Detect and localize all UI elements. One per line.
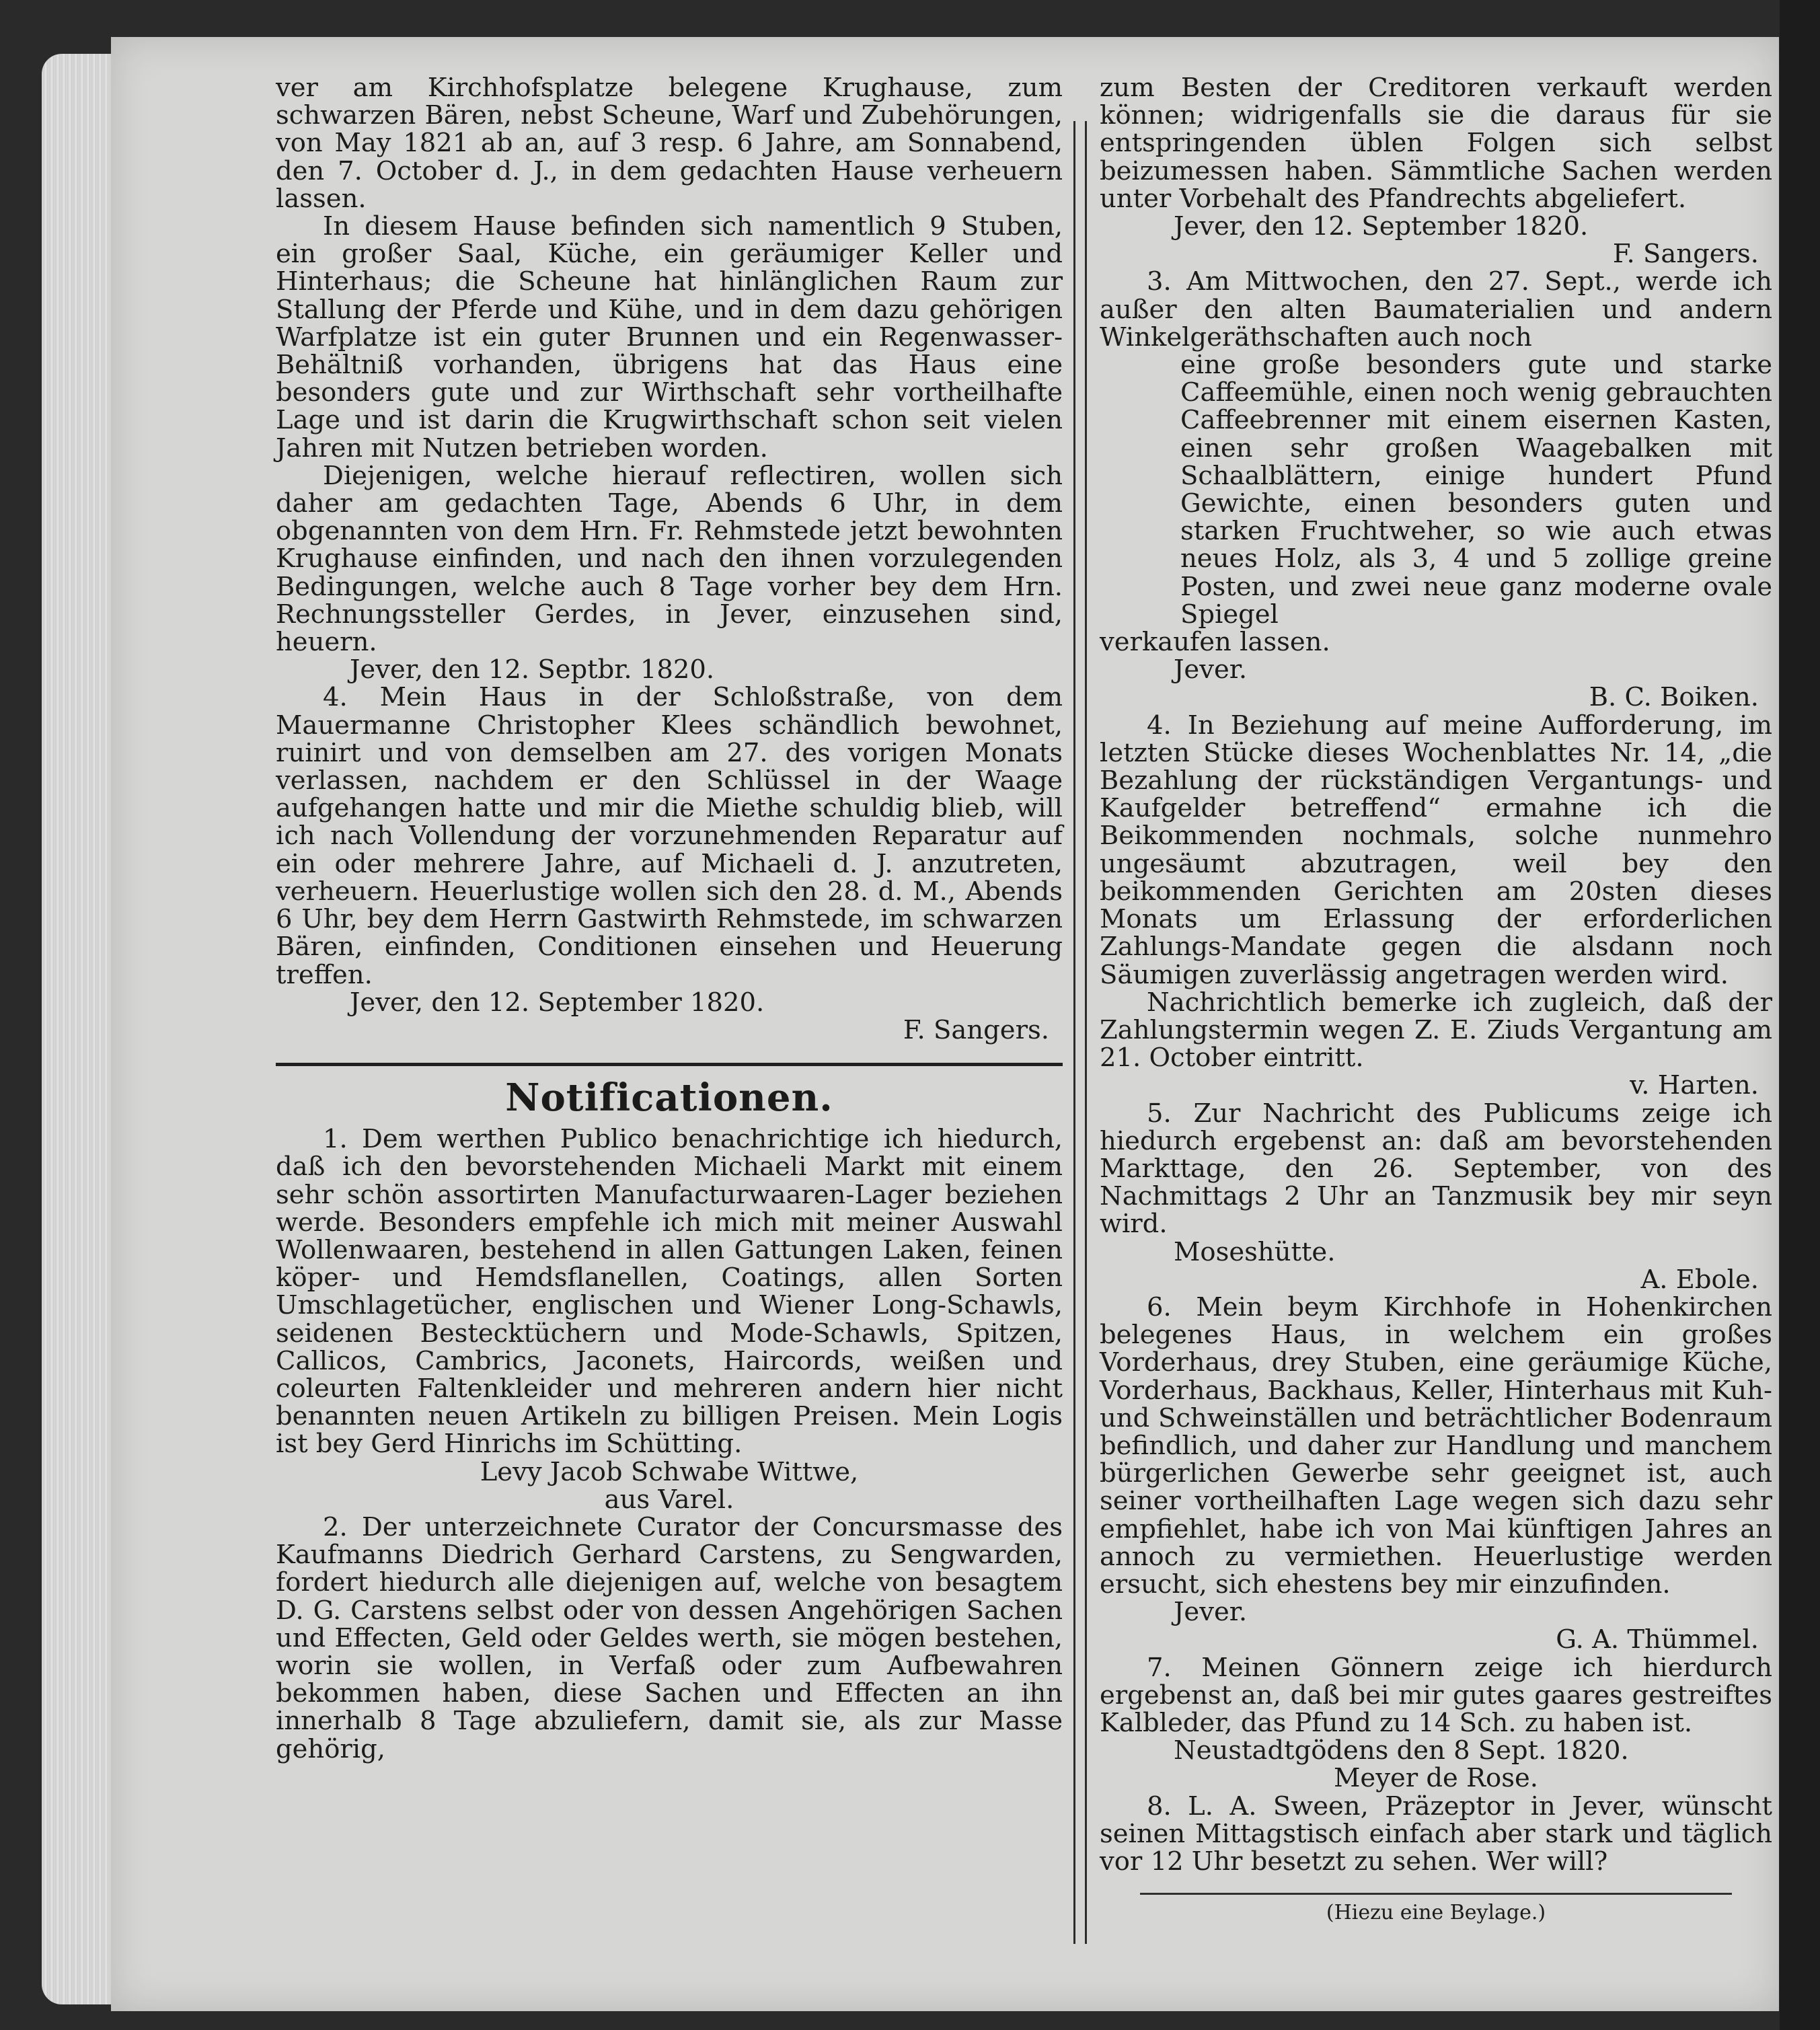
paragraph: zum Besten der Creditoren verkauft werden können; widrigenfalls sie die daraus für sie entspringenden üblen Folgen sich selbst beizumessen haben. Sämmtliche Sachen werden unter Vorbehalt des Pfandrechts abgeliefert. [1100, 73, 1772, 214]
paragraph: verkaufen lassen. [1100, 627, 1330, 658]
signature: A. Ebole. [1640, 1264, 1759, 1295]
right-column [1100, 74, 1772, 1926]
signature: G. A. Thümmel. [1556, 1624, 1759, 1655]
paragraph: 2. Der unterzeichnete Curator der Concursmasse des Kaufmanns Diedrich Gerhard Carstens, zu Sengwarden, fordert hiedurch alle diejenigen auf, welche von besagtem D. G. Carstens selbst oder von dessen Angehörigen Sachen und Effecten, Geld oder Geldes werth, sie mögen bestehen, worin sie wollen, in Verfaß oder zum Aufbewahren bekommen haben, diese Sachen und Effecten an ihn innerhalb 8 Tage abzuliefern, damit sie, als zur Masse gehörig, [276, 1511, 1063, 1764]
signature: v. Harten. [1630, 1070, 1759, 1101]
paragraph: 7. Meinen Gönnern zeige ich hierdurch ergebenst an, daß bei mir gutes gaares gestreiftes Kalbleder, das Pfund zu 14 Sch. zu haben ist. [1100, 1652, 1772, 1738]
paragraph: 1. Dem werthen Publico benachrichtige ich hiedurch, daß ich den bevorstehenden Michaeli Markt mit einem sehr schön assortirten Manufacturwaaren-Lager beziehen werde. Besonders empfehle ich mich mit meiner Auswahl Wollenwaaren, bestehend in allen Gattungen Laken, feinen köper- und Hemdsflanellen, Coatings, allen Sorten Umschlagetücher, englischen und Wiener Long-Schawls, seidenen Bestecktüchern und Mode-Schawls, Spitzen, Callicos, Cambrics, Jaconets, Haircords, weißen und coleurten Faltenkleider und mehreren andern hier nicht benannten neuen Artikeln zu billigen Preisen. Mein Logis ist bey Gerd Hinrichs im Schütting. [276, 1124, 1063, 1460]
signature: Meyer de Rose. [1334, 1763, 1538, 1794]
end-rule [1140, 1893, 1732, 1895]
item-list: eine große besonders gute und starke Caffeemühle, einen noch wenig gebrauchten Caffeebrenner mit einem eisernen Kasten, einen sehr großen Waagebalken mit Schaalblättern, einige hundert Pfund Gewichte, einen besonders guten und starken Fruchtweher, so wie auch etwas neues Holz, als 3, 4 und 5 zollige greine Posten, und zwei neue ganz moderne ovale Spiegel [1180, 350, 1772, 630]
paragraph: ver am Kirchhofsplatze belegene Krughause, zum schwarzen Bären, nebst Scheune, Warf und Zubehörungen, von May 1821 ab an, auf 3 resp. 6 Jahre, am Sonnabend, den 7. October d. J., in dem gedachten Hause verheuern lassen. [276, 73, 1063, 214]
paragraph: 3. Am Mittwochen, den 27. Sept., werde ich außer den alten Baumaterialien und andern Winkelgeräthschaften auch noch [1100, 266, 1772, 352]
place-date: Moseshütte. [1174, 1236, 1336, 1267]
paragraph: Nachrichtlich bemerke ich zugleich, daß der Zahlungstermin wegen Z. E. Ziuds Vergantung am 21. October eintritt. [1100, 987, 1772, 1074]
supplement-note: (Hiezu eine Beylage.) [1326, 1901, 1546, 1925]
place-date: Jever. [1174, 654, 1248, 685]
section-rule [276, 1063, 1063, 1066]
signature: Levy Jacob Schwabe Wittwe, [480, 1456, 859, 1487]
paragraph: 6. Mein beym Kirchhofe in Hohenkirchen belegenes Haus, in welchem ein großes Vorderhaus, drey Stuben, eine geräumige Küche, Vorderhaus, Backhaus, Keller, Hinterhaus mit Kuh- und Schweinställen und beträchtlicher Bodenraum befindlich, und daher zur Handlung und manchem bürgerlichen Gewerbe sehr geeignet ist, auch seiner vortheilhaften Lage wegen sich dazu sehr empfiehlet, habe ich von Mai künftigen Jahres an annoch zu vermiethen. Heuerlustige werden ersucht, sich ehestens bey mir einzufinden. [1100, 1291, 1772, 1600]
section-heading: Notificationen. [505, 1076, 833, 1121]
place-date: Neustadtgödens den 8 Sept. 1820. [1174, 1735, 1629, 1766]
paragraph: 4. Mein Haus in der Schloßstraße, von dem Mauermanne Christopher Klees schändlich bewohnet, ruinirt und von demselben am 27. des vorigen Monats verlassen, nachdem er den Schlüssel in der Waage aufgehangen hatte und mir die Miethe schuldig blieb, will ich nach Vollendung der vorzunehmenden Reparatur auf ein oder mehrere Jahre, auf Michaeli d. J. anzutreten, verheuern. Heuerlustige wollen sich den 28. d. M., Abends 6 Uhr, bey dem Herrn Gastwirth Rehmstede, im schwarzen Bären, einfinden, Conditionen einsehen und Heuerung treffen. [276, 682, 1063, 990]
book-page-edges [42, 54, 116, 2004]
paragraph: In diesem Hause befinden sich namentlich 9 Stuben, ein großer Saal, Küche, ein geräumiger Keller und Hinterhaus; die Scheune hat hinlänglichen Raum zur Stallung der Pferde und Kühe, und in dem dazu gehörigen Warfplatze ist ein guter Brunnen und ein Regenwasser-Behältniß vorhanden, übrigens hat das Haus eine besonders gute und zur Wirthschaft sehr vortheilhafte Lage und ist darin die Krugwirthschaft schon seit vielen Jahren mit Nutzen betrieben worden. [276, 211, 1063, 463]
place-date: Jever. [1174, 1597, 1248, 1628]
signature: F. Sangers. [903, 1014, 1049, 1045]
paragraph: 8. L. A. Sween, Präzeptor in Jever, wünscht seinen Mittagstisch einfach aber stark und täglich vor 12 Uhr besetzt zu sehen. Wer will? [1100, 1791, 1772, 1877]
paragraph: 4. In Beziehung auf meine Aufforderung, im letzten Stücke dieses Wochenblattes Nr. 14, „die Bezahlung der rückständigen Vergantungs- und Kaufgelder betreffend“ ermahne ich die Beikommenden nochmals, solche nunmehro ungesäumt abzutragen, weil bey den beikommenden Gerichten am 20sten dieses Monats um Erlassung der erforderlichen Zahlungs-Mandate gegen die alsdann noch Säumigen zuverlässig angetragen werden wird. [1100, 710, 1772, 990]
place-date: Jever, den 12. Septbr. 1820. [350, 654, 715, 685]
scan-background [1780, 0, 1820, 2030]
left-column [276, 74, 1063, 1763]
place-date: Jever, den 12. September 1820. [350, 987, 765, 1018]
place-date: Jever, den 12. September 1820. [1174, 211, 1589, 242]
signature: B. C. Boiken. [1589, 682, 1759, 713]
column-divider [1073, 121, 1087, 1944]
paragraph: Diejenigen, welche hierauf reflectiren, wollen sich daher am gedachten Tage, Abends 6 Uhr, in dem obgenannten von dem Hrn. Fr. Rehmstede jetzt bewohnten Krughause einfinden, und nach den ihnen vorzulegenden Bedingungen, welche auch 8 Tage vorher bey dem Hrn. Rechnungssteller Gerdes, in Jever, einzusehen sind, heuern. [276, 460, 1063, 658]
signature-place: aus Varel. [604, 1484, 734, 1515]
signature: F. Sangers. [1612, 239, 1759, 270]
paragraph: 5. Zur Nachricht des Publicums zeige ich hiedurch ergebenst an: daß am bevorstehenden Markttage, den 26. September, von des Nachmittags 2 Uhr an Tanzmusik bey mir seyn wird. [1100, 1098, 1772, 1240]
